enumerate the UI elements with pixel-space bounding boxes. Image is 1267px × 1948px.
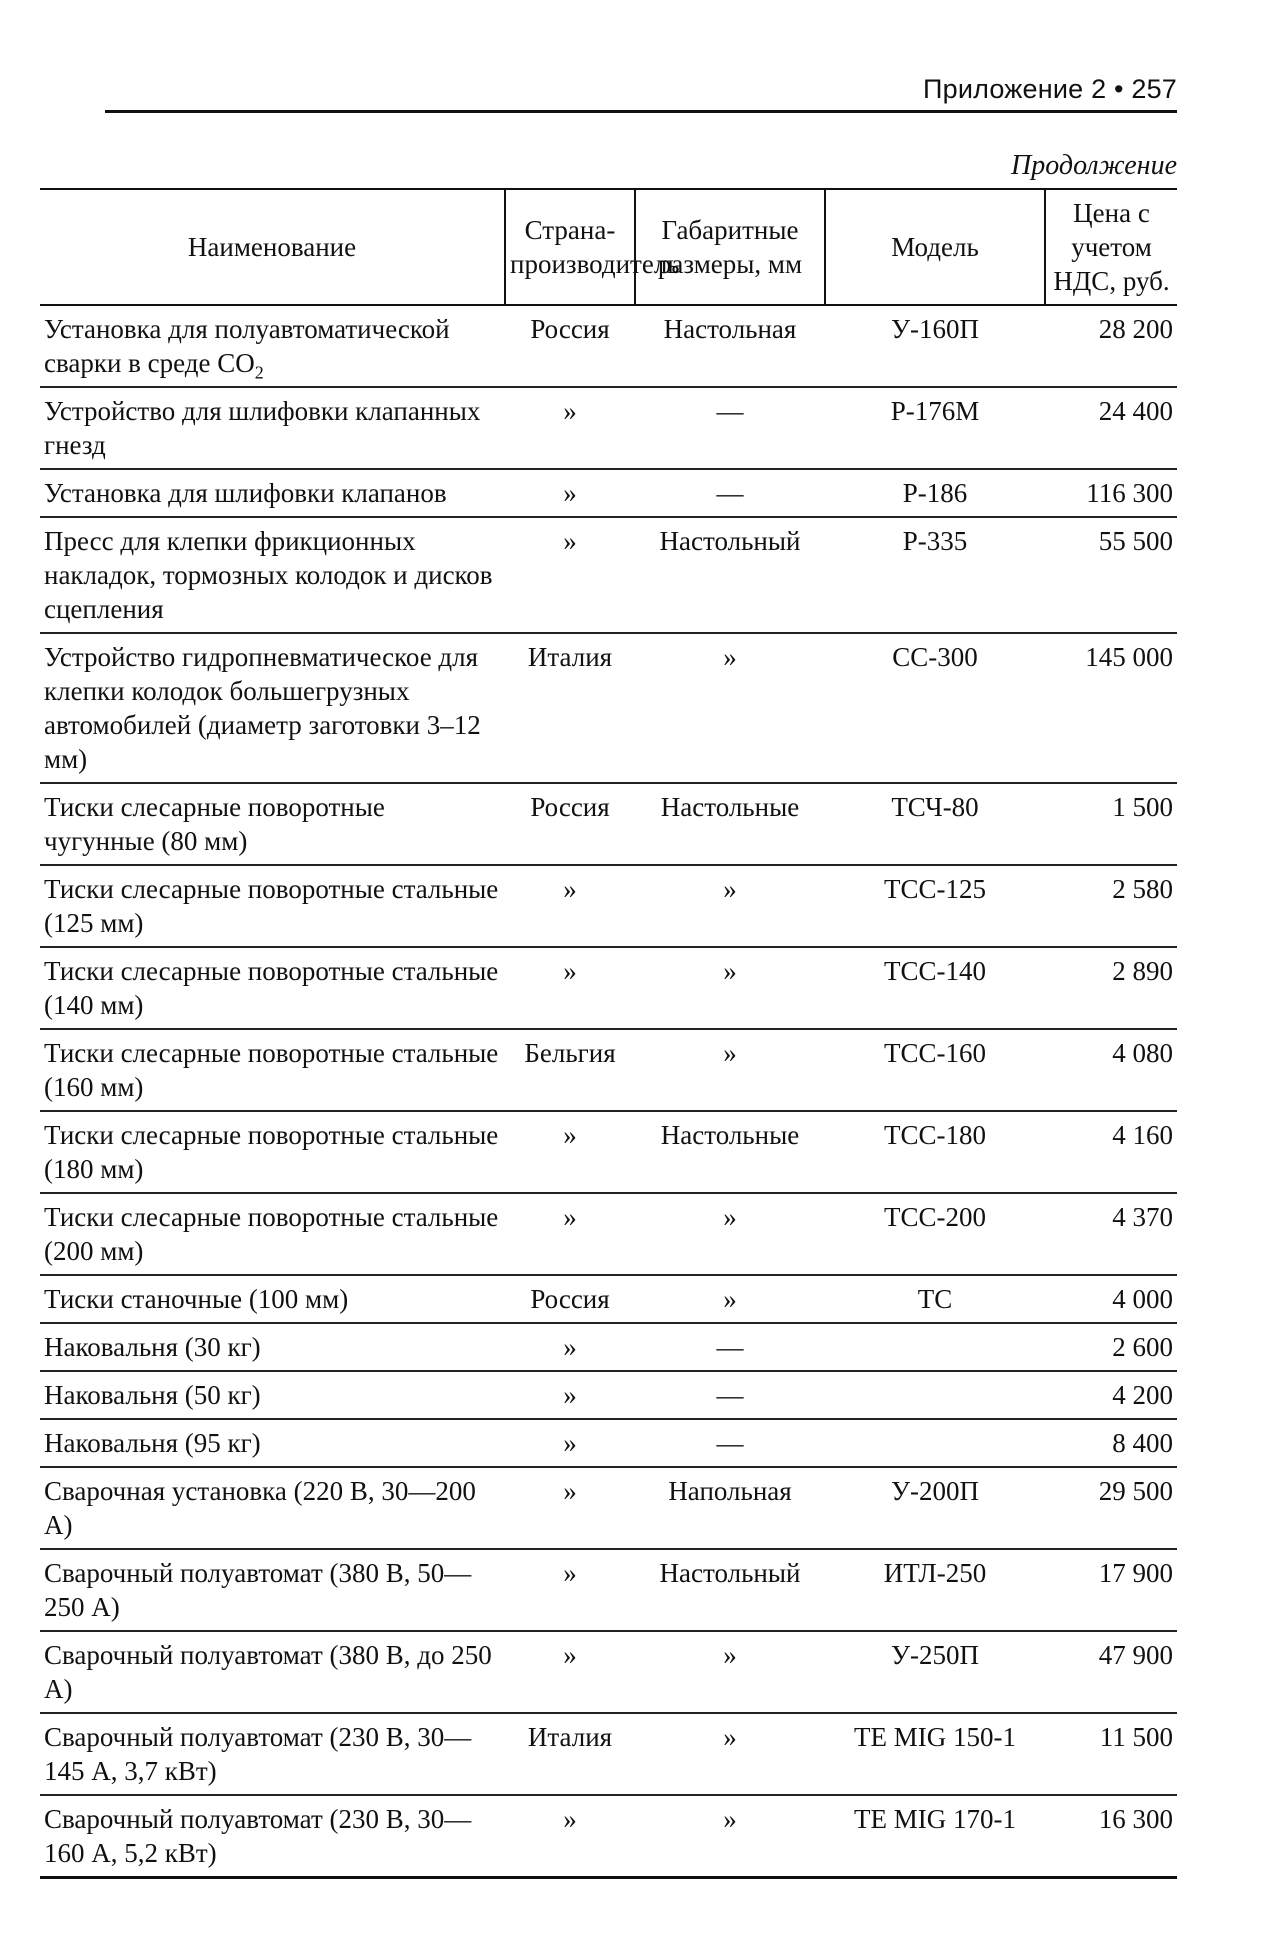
cell-country-text: Россия bbox=[530, 314, 610, 344]
table-row bbox=[40, 865, 1177, 947]
cell-size bbox=[635, 1549, 825, 1631]
cell-size-text: — bbox=[716, 478, 744, 508]
cell-name-text: Наковальня (95 кг) bbox=[44, 1428, 261, 1458]
cell-size-text: — bbox=[716, 1332, 744, 1362]
cell-price-text: 16 300 bbox=[1098, 1804, 1173, 1834]
table-row bbox=[40, 517, 1177, 633]
table-row bbox=[40, 1029, 1177, 1111]
cell-country-text: » bbox=[563, 1476, 577, 1506]
cell-country-text: » bbox=[563, 1428, 577, 1458]
table-row bbox=[40, 305, 1177, 387]
cell-size-text: » bbox=[723, 642, 737, 672]
table-row bbox=[40, 783, 1177, 865]
cell-country-text: » bbox=[563, 396, 577, 426]
cell-model-text: ТСС-140 bbox=[883, 956, 986, 986]
cell-price-text: 11 500 bbox=[1099, 1722, 1173, 1752]
table-row bbox=[40, 1549, 1177, 1631]
cell-size bbox=[635, 1467, 825, 1549]
cell-size bbox=[635, 469, 825, 517]
cell-size-text: Настольные bbox=[660, 792, 800, 822]
cell-name bbox=[40, 387, 505, 469]
cell-size bbox=[635, 517, 825, 633]
cell-name-text: Устройство для шлифовки клапанных гнезд bbox=[44, 396, 481, 460]
cell-model bbox=[825, 1323, 1045, 1371]
cell-price-text: 4 000 bbox=[1112, 1284, 1173, 1314]
cell-name bbox=[40, 469, 505, 517]
table-body bbox=[40, 305, 1177, 1878]
cell-name-text: Сварочный полуавтомат (380 В, 50—250 А) bbox=[44, 1558, 472, 1622]
cell-model bbox=[825, 387, 1045, 469]
cell-price bbox=[1045, 1371, 1177, 1419]
cell-country bbox=[505, 865, 635, 947]
cell-price-text: 4 370 bbox=[1112, 1202, 1173, 1232]
cell-name-text: Установка для полуавтоматической сварки в среде CO bbox=[44, 314, 450, 378]
cell-name bbox=[40, 1713, 505, 1795]
cell-model bbox=[825, 1549, 1045, 1631]
cell-country bbox=[505, 1111, 635, 1193]
cell-country bbox=[505, 1193, 635, 1275]
cell-size bbox=[635, 1111, 825, 1193]
cell-model bbox=[825, 865, 1045, 947]
cell-name-text: Тиски слесарные поворотные стальные (200 мм) bbox=[44, 1202, 499, 1266]
cell-model bbox=[825, 1371, 1045, 1419]
cell-country-text: Италия bbox=[527, 1722, 613, 1752]
cell-size-text: » bbox=[723, 1038, 737, 1068]
cell-price-text: 2 580 bbox=[1112, 874, 1173, 904]
cell-country bbox=[505, 1371, 635, 1419]
cell-model bbox=[825, 1419, 1045, 1467]
table-row bbox=[40, 1467, 1177, 1549]
cell-size bbox=[635, 1193, 825, 1275]
cell-size-text: — bbox=[716, 396, 744, 426]
table-row bbox=[40, 469, 1177, 517]
cell-price-text: 29 500 bbox=[1098, 1476, 1173, 1506]
cell-country bbox=[505, 783, 635, 865]
cell-name bbox=[40, 1193, 505, 1275]
column-header-price: Цена с учетом НДС, руб. bbox=[1045, 189, 1177, 305]
cell-model-text: У-250П bbox=[890, 1640, 980, 1670]
cell-size-text: » bbox=[723, 1804, 737, 1834]
cell-model-text: TE MIG 150-1 bbox=[854, 1722, 1016, 1752]
cell-model bbox=[825, 1713, 1045, 1795]
cell-size bbox=[635, 1713, 825, 1795]
cell-price-text: 28 200 bbox=[1098, 314, 1173, 344]
cell-price bbox=[1045, 1193, 1177, 1275]
cell-name-text: Тиски слесарные поворотные стальные (140 мм) bbox=[44, 956, 499, 1020]
cell-price-text: 55 500 bbox=[1098, 526, 1173, 556]
cell-country bbox=[505, 633, 635, 783]
subscript: 2 bbox=[254, 362, 264, 383]
cell-model-text: TE MIG 170-1 bbox=[854, 1804, 1016, 1834]
cell-country bbox=[505, 1713, 635, 1795]
cell-country bbox=[505, 1467, 635, 1549]
cell-model bbox=[825, 517, 1045, 633]
cell-name-text: Сварочный полуавтомат (230 В, 30—160 А, 5,2 кВт) bbox=[44, 1804, 472, 1868]
running-head: Приложение 2 • 257 bbox=[923, 74, 1177, 104]
table-row bbox=[40, 633, 1177, 783]
cell-price bbox=[1045, 633, 1177, 783]
cell-size bbox=[635, 305, 825, 387]
cell-size-text: » bbox=[723, 1284, 737, 1314]
table-row bbox=[40, 1275, 1177, 1323]
cell-price-text: 2 600 bbox=[1112, 1332, 1173, 1362]
table-header bbox=[40, 189, 1177, 305]
cell-price bbox=[1045, 1631, 1177, 1713]
cell-size bbox=[635, 783, 825, 865]
cell-name-text: Наковальня (50 кг) bbox=[44, 1380, 261, 1410]
cell-name-text: Тиски слесарные поворотные стальные (160 мм) bbox=[44, 1038, 499, 1102]
cell-size-text: » bbox=[723, 874, 737, 904]
cell-size-text: Напольная bbox=[668, 1476, 792, 1506]
cell-name bbox=[40, 1631, 505, 1713]
cell-model bbox=[825, 1631, 1045, 1713]
cell-price bbox=[1045, 1467, 1177, 1549]
cell-country bbox=[505, 1275, 635, 1323]
cell-name bbox=[40, 1323, 505, 1371]
cell-country bbox=[505, 1631, 635, 1713]
cell-price bbox=[1045, 517, 1177, 633]
cell-size bbox=[635, 1323, 825, 1371]
cell-name bbox=[40, 633, 505, 783]
table-row bbox=[40, 387, 1177, 469]
table-row bbox=[40, 1713, 1177, 1795]
cell-name-text: Тиски слесарные поворотные стальные (125 мм) bbox=[44, 874, 499, 938]
table-row bbox=[40, 1419, 1177, 1467]
cell-country bbox=[505, 1323, 635, 1371]
cell-size-text: — bbox=[716, 1380, 744, 1410]
cell-country-text: » bbox=[563, 478, 577, 508]
cell-name bbox=[40, 1467, 505, 1549]
cell-size-text: Настольные bbox=[660, 1120, 800, 1150]
cell-price bbox=[1045, 1795, 1177, 1878]
cell-price-text: 145 000 bbox=[1085, 642, 1173, 672]
cell-country bbox=[505, 517, 635, 633]
table-row bbox=[40, 947, 1177, 1029]
cell-model-text: ТСС-125 bbox=[883, 874, 986, 904]
cell-price bbox=[1045, 1111, 1177, 1193]
cell-size bbox=[635, 633, 825, 783]
table-row bbox=[40, 1193, 1177, 1275]
cell-name-text: Тиски станочные (100 мм) bbox=[44, 1284, 349, 1314]
cell-country-text: » bbox=[563, 526, 577, 556]
table-row bbox=[40, 1631, 1177, 1713]
cell-size-text: » bbox=[723, 1722, 737, 1752]
cell-country-text: » bbox=[563, 1558, 577, 1588]
cell-price bbox=[1045, 1029, 1177, 1111]
cell-country bbox=[505, 1419, 635, 1467]
cell-price bbox=[1045, 305, 1177, 387]
cell-name bbox=[40, 305, 505, 387]
cell-country-text: » bbox=[563, 956, 577, 986]
cell-price bbox=[1045, 1419, 1177, 1467]
column-header-country: Страна-производитель bbox=[505, 189, 635, 305]
cell-model-text: ТСЧ-80 bbox=[891, 792, 979, 822]
cell-name-text: Тиски слесарные поворотные стальные (180 мм) bbox=[44, 1120, 499, 1184]
cell-country-text: » bbox=[563, 1332, 577, 1362]
cell-model bbox=[825, 469, 1045, 517]
cell-country bbox=[505, 947, 635, 1029]
cell-country-text: » bbox=[563, 1202, 577, 1232]
cell-model bbox=[825, 1111, 1045, 1193]
cell-model bbox=[825, 783, 1045, 865]
table-row bbox=[40, 1323, 1177, 1371]
cell-model bbox=[825, 1275, 1045, 1323]
cell-size bbox=[635, 1275, 825, 1323]
cell-price-text: 47 900 bbox=[1098, 1640, 1173, 1670]
cell-name bbox=[40, 1029, 505, 1111]
cell-country-text: » bbox=[563, 1804, 577, 1834]
cell-price-text: 116 300 bbox=[1086, 478, 1173, 508]
cell-model bbox=[825, 1795, 1045, 1878]
cell-country bbox=[505, 1549, 635, 1631]
cell-model bbox=[825, 633, 1045, 783]
cell-country-text: » bbox=[563, 1120, 577, 1150]
cell-size-text: Настольный bbox=[659, 1558, 801, 1588]
table-row bbox=[40, 1111, 1177, 1193]
header-rule bbox=[105, 110, 1177, 113]
table-row bbox=[40, 1795, 1177, 1878]
cell-name bbox=[40, 865, 505, 947]
column-header-name: Наименование bbox=[40, 189, 505, 305]
cell-country-text: » bbox=[563, 874, 577, 904]
cell-name bbox=[40, 1111, 505, 1193]
cell-size bbox=[635, 387, 825, 469]
cell-size bbox=[635, 947, 825, 1029]
cell-name-text: Сварочный полуавтомат (230 В, 30—145 А, 3,7 кВт) bbox=[44, 1722, 472, 1786]
cell-price bbox=[1045, 947, 1177, 1029]
cell-country-text: Бельгия bbox=[524, 1038, 616, 1068]
cell-country-text: Италия bbox=[527, 642, 613, 672]
cell-model-text: СС-300 bbox=[892, 642, 978, 672]
equipment-price-table bbox=[40, 188, 1177, 1879]
cell-name-text: Пресс для клепки фрикционных накладок, тормозных колодок и дисков сцепления bbox=[44, 526, 493, 624]
cell-size-text: Настольная bbox=[663, 314, 797, 344]
table-row bbox=[40, 1371, 1177, 1419]
cell-size bbox=[635, 1795, 825, 1878]
cell-name-text: Установка для шлифовки клапанов bbox=[44, 478, 447, 508]
cell-model bbox=[825, 1467, 1045, 1549]
cell-size bbox=[635, 1419, 825, 1467]
column-header-model: Модель bbox=[825, 189, 1045, 305]
cell-size-text: » bbox=[723, 1640, 737, 1670]
cell-price bbox=[1045, 1549, 1177, 1631]
cell-price-text: 4 160 bbox=[1112, 1120, 1173, 1150]
cell-country bbox=[505, 469, 635, 517]
column-header-size: Габаритные размеры, мм bbox=[635, 189, 825, 305]
cell-model bbox=[825, 947, 1045, 1029]
cell-name bbox=[40, 1371, 505, 1419]
cell-price bbox=[1045, 1323, 1177, 1371]
cell-model-text: ИТЛ-250 bbox=[883, 1558, 987, 1588]
cell-size bbox=[635, 1029, 825, 1111]
cell-name-text: Сварочный полуавтомат (380 В, до 250 А) bbox=[44, 1640, 492, 1704]
cell-price-text: 17 900 bbox=[1098, 1558, 1173, 1588]
cell-model bbox=[825, 1193, 1045, 1275]
cell-price-text: 4 200 bbox=[1112, 1380, 1173, 1410]
cell-size-text: Настольный bbox=[659, 526, 801, 556]
cell-price bbox=[1045, 1275, 1177, 1323]
cell-name-text: Наковальня (30 кг) bbox=[44, 1332, 261, 1362]
cell-name bbox=[40, 517, 505, 633]
cell-country-text: » bbox=[563, 1380, 577, 1410]
cell-country-text: » bbox=[563, 1640, 577, 1670]
cell-model-text: ТСС-200 bbox=[883, 1202, 986, 1232]
cell-model-text: ТС bbox=[917, 1284, 953, 1314]
cell-name-text: Тиски слесарные поворотные чугунные (80 мм) bbox=[44, 792, 385, 856]
cell-model-text: Р-335 bbox=[902, 526, 968, 556]
cell-price bbox=[1045, 865, 1177, 947]
cell-country-text: Россия bbox=[530, 1284, 610, 1314]
cell-name bbox=[40, 1419, 505, 1467]
continuation-label: Продолжение bbox=[1011, 150, 1177, 181]
cell-price-text: 8 400 bbox=[1112, 1428, 1173, 1458]
cell-model-text: У-160П bbox=[890, 314, 980, 344]
cell-model-text: Р-176М bbox=[890, 396, 980, 426]
cell-name bbox=[40, 947, 505, 1029]
cell-name bbox=[40, 1549, 505, 1631]
cell-country bbox=[505, 305, 635, 387]
cell-name bbox=[40, 1795, 505, 1878]
cell-size bbox=[635, 1631, 825, 1713]
cell-price bbox=[1045, 387, 1177, 469]
cell-model-text: У-200П bbox=[890, 1476, 980, 1506]
cell-size bbox=[635, 865, 825, 947]
cell-price-text: 24 400 bbox=[1098, 396, 1173, 426]
cell-name-text: Устройство гидропневматическое для клепки колодок большегрузных автомобилей (диаметр заготовки 3–12 мм) bbox=[44, 642, 481, 774]
cell-price bbox=[1045, 1713, 1177, 1795]
cell-price bbox=[1045, 783, 1177, 865]
cell-country bbox=[505, 1029, 635, 1111]
cell-country bbox=[505, 1795, 635, 1878]
cell-name bbox=[40, 783, 505, 865]
cell-size-text: — bbox=[716, 1428, 744, 1458]
cell-size bbox=[635, 1371, 825, 1419]
cell-price-text: 4 080 bbox=[1112, 1038, 1173, 1068]
header-row bbox=[40, 189, 1177, 305]
cell-model-text: ТСС-160 bbox=[883, 1038, 986, 1068]
cell-price bbox=[1045, 469, 1177, 517]
cell-size-text: » bbox=[723, 956, 737, 986]
cell-size-text: » bbox=[723, 1202, 737, 1232]
cell-name bbox=[40, 1275, 505, 1323]
cell-model-text: Р-186 bbox=[902, 478, 968, 508]
cell-model bbox=[825, 1029, 1045, 1111]
cell-model-text: ТСС-180 bbox=[883, 1120, 986, 1150]
cell-price-text: 1 500 bbox=[1112, 792, 1173, 822]
cell-model bbox=[825, 305, 1045, 387]
cell-name-text: Сварочная установка (220 В, 30—200 А) bbox=[44, 1476, 476, 1540]
cell-country-text: Россия bbox=[530, 792, 610, 822]
cell-price-text: 2 890 bbox=[1112, 956, 1173, 986]
cell-country bbox=[505, 387, 635, 469]
